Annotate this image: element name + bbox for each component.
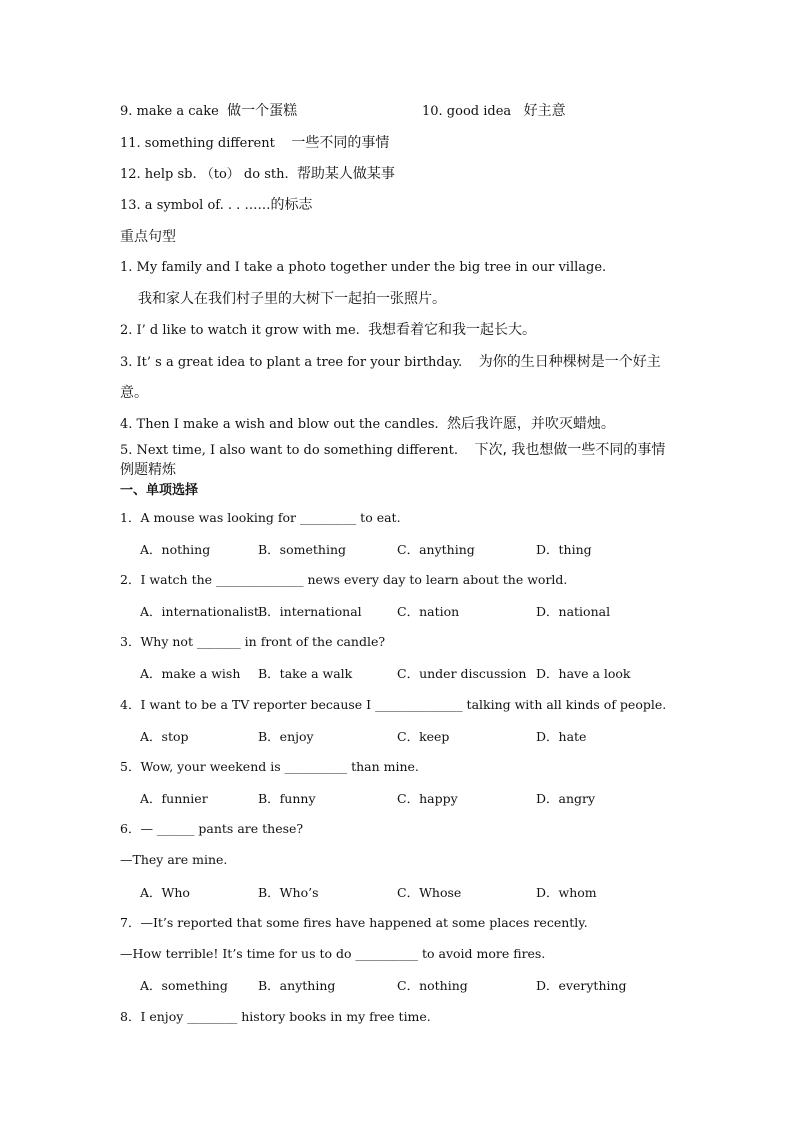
q3-option-d[interactable]: D．have a look — [536, 666, 631, 681]
q7-option-b[interactable]: B．anything — [258, 978, 336, 993]
phrase-en: 11. something different — [120, 136, 275, 151]
q2-option-c[interactable]: C．nation — [397, 604, 460, 619]
question-6-stem: 6．— ______ pants are these? — [120, 821, 304, 836]
q4-option-c[interactable]: C．keep — [397, 729, 450, 744]
phrase-9 — [120, 102, 297, 121]
q5-option-d[interactable]: D．angry — [536, 791, 596, 806]
section-title-examples: 例题精炼 — [120, 462, 176, 478]
sentence-cn: 然后我许愿，并吹灭蜡烛。 — [446, 416, 615, 432]
question-5-stem: 5．Wow, your weekend is __________ than mine. — [120, 759, 419, 774]
q5-option-a[interactable]: A．funnier — [140, 791, 208, 806]
phrase-en: 12. help sb. （to） do sth. — [120, 167, 289, 182]
q3-option-b[interactable]: B．take a walk — [258, 666, 353, 681]
q4-option-b[interactable]: B．enjoy — [258, 729, 314, 744]
sentence-2 — [120, 321, 536, 340]
phrase-cn: 的标志 — [270, 197, 313, 213]
phrase-en: 13. a symbol of. . . …… — [120, 198, 271, 213]
question-7-response-line: —How terrible! It’s time for us to do __________ to avoid more fires. — [120, 946, 546, 961]
q7-option-d[interactable]: D．everything — [536, 978, 627, 993]
q1-option-d[interactable]: D．thing — [536, 542, 592, 557]
q7-option-a[interactable]: A．something — [140, 978, 228, 993]
question-2-stem: 2．I watch the ______________ news every day to learn about the world. — [120, 572, 568, 587]
sentence-cn: 我想看着它和我一起长大。 — [368, 322, 537, 338]
question-3-stem: 3．Why not _______ in front of the candle? — [120, 634, 386, 649]
sentence-1-cn: 我和家人在我们村子里的大树下一起拍一张照片。 — [138, 291, 446, 307]
sentence-cn: 为你的生日种棵树是一个好主 — [478, 354, 661, 370]
q6-option-b[interactable]: B．Who’s — [258, 885, 319, 900]
q1-option-c[interactable]: C．anything — [397, 542, 475, 557]
phrase-11 — [120, 134, 389, 153]
q3-option-a[interactable]: A．make a wish — [140, 666, 241, 681]
q7-option-c[interactable]: C．nothing — [397, 978, 468, 993]
q6-option-a[interactable]: A．Who — [140, 885, 190, 900]
sentence-cn: 下次, 我也想做一些不同的事情 — [474, 442, 666, 458]
sentence-3 — [120, 353, 661, 372]
phrase-cn: 一些不同的事情 — [291, 135, 390, 151]
sentence-en: 3. It’ s a great idea to plant a tree for your birthday. — [120, 355, 463, 370]
sentence-en: 2. I’ d like to watch it grow with me. — [120, 323, 360, 338]
q1-option-a[interactable]: A．nothing — [140, 542, 211, 557]
question-8-stem: 8．I enjoy ________ history books in my free time. — [120, 1009, 431, 1024]
sentence-5 — [120, 441, 665, 460]
q4-option-a[interactable]: A．stop — [140, 729, 189, 744]
q2-option-b[interactable]: B．international — [258, 604, 362, 619]
sentence-en: 4. Then I make a wish and blow out the candles. — [120, 417, 439, 432]
question-6-answer-line: —They are mine. — [120, 852, 228, 867]
question-7-stem: 7．—It’s reported that some fires have happened at some places recently. — [120, 915, 588, 930]
phrase-en: 10. good idea — [422, 104, 512, 119]
q6-option-c[interactable]: C．Whose — [397, 885, 462, 900]
q4-option-d[interactable]: D．hate — [536, 729, 587, 744]
phrase-13 — [120, 196, 312, 215]
q2-option-d[interactable]: D．national — [536, 604, 611, 619]
q5-option-b[interactable]: B．funny — [258, 791, 316, 806]
question-4-stem: 4．I want to be a TV reporter because I ______________ talking with all kinds of people. — [120, 697, 667, 712]
phrase-10 — [422, 102, 566, 121]
phrase-cn: 帮助某人做某事 — [296, 166, 395, 182]
phrase-cn: 好主意 — [523, 103, 566, 119]
q2-option-a[interactable]: A．internationalist — [140, 604, 259, 619]
q1-option-b[interactable]: B．something — [258, 542, 347, 557]
question-1-stem: 1．A mouse was looking for _________ to eat. — [120, 510, 401, 525]
sentence-3-cn-cont: 意。 — [120, 385, 148, 401]
phrase-en: 9. make a cake — [120, 104, 219, 119]
sentence-4 — [120, 415, 615, 434]
sentence-en: 5. Next time, I also want to do something different. — [120, 443, 458, 458]
sentence-1-en: 1. My family and I take a photo together under the big tree in our village. — [120, 260, 607, 275]
phrase-12 — [120, 165, 395, 184]
section-title-single-choice: 一、单项选择 — [120, 483, 199, 498]
phrase-cn: 做一个蛋糕 — [227, 103, 298, 119]
q5-option-c[interactable]: C．happy — [397, 791, 458, 806]
q6-option-d[interactable]: D．whom — [536, 885, 597, 900]
section-title-sentences: 重点句型 — [120, 229, 176, 245]
q3-option-c[interactable]: C．under discussion — [397, 666, 527, 681]
